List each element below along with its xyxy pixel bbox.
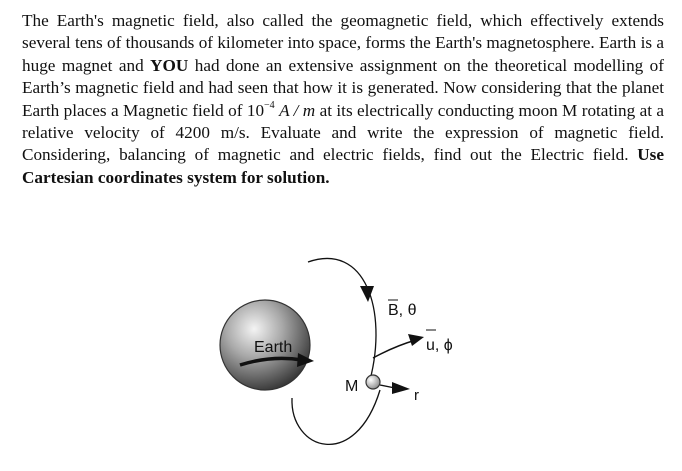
radial-label: r [414, 387, 419, 404]
b-field-label: B, θ [388, 302, 417, 319]
earth-moon-diagram [190, 240, 490, 470]
orbit-loop-lower [292, 390, 380, 444]
moon-label: M [345, 378, 359, 395]
radial-arrowhead [392, 382, 410, 394]
field-exponent: −4 [264, 99, 275, 111]
problem-statement [22, 10, 664, 189]
field-base: 10 [246, 100, 265, 120]
instruction-text: Use Cartesian coordinates system for solution. [22, 145, 664, 187]
problem-text-2: had done an extensive assignment on the theoretical modelling of Earth’s magnetic field and had seen that how it is generated. Now considering that the planet Earth places a Magnetic field of [22, 55, 664, 120]
velocity-arrow [373, 340, 416, 358]
velocity-arrowhead [408, 334, 424, 346]
emphasis-you: YOU [150, 55, 189, 75]
orbit-loop [308, 258, 376, 380]
velocity-label: u, ϕ [426, 337, 453, 354]
moon-sphere [366, 375, 380, 389]
field-unit: A / m [279, 100, 316, 120]
problem-text-3: at its electrically conducting moon M rotating at a relative velocity of 4200 m/s. Evaluate and write the expression of magnetic field. Considering, balancing of magnetic and electric fields, find out the Electric field. [22, 100, 664, 165]
earth-label: Earth [254, 339, 293, 356]
problem-text-1: The Earth's magnetic field, also called the geomagnetic field, which effectively extends several tens of thousands of kilometer into space, forms the Earth's magnetosphere. Earth is a huge magnet and [22, 11, 664, 75]
